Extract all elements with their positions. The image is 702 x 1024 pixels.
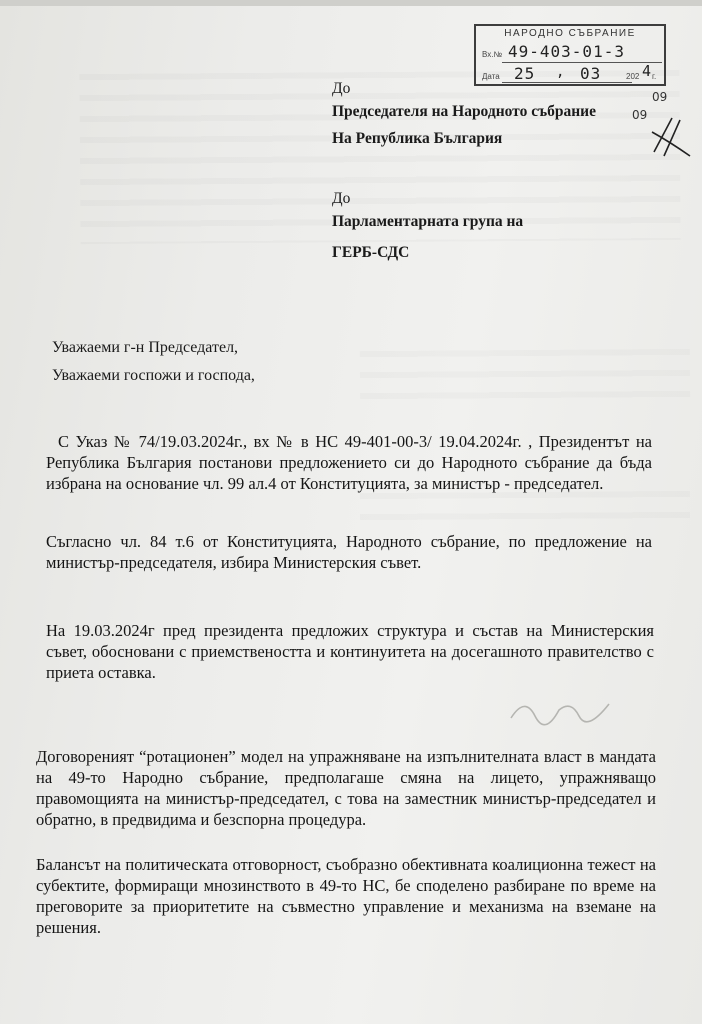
handwritten-note: 09	[652, 90, 668, 104]
body-paragraph-4: Договореният “ротационен” модел на упражняване на изпълнителната власт в мандата на 49-то Народно събрание, предполагаше смяна на лицето, упражняващо правомощията на министър-председател, с това на заместник министър-председател и обратно, в предвидима и безспорна процедура.	[36, 747, 656, 829]
salutation-line-1: Уважаеми г-н Председател,	[52, 339, 239, 356]
body-paragraph-5: Балансът на политическата отговорност, съобразно обективната коалиционна тежест на субектите, формиращи мнозинството в 49-то НС, бе споделено разбиране по време на преговорите за приоритетите на съвместно управление и механизма на вземане на решения.	[36, 855, 656, 937]
addressee-to-1: До	[332, 80, 351, 97]
handwritten-mark-icon	[650, 112, 694, 162]
stamp-title: НАРОДНО СЪБРАНИЕ	[504, 28, 636, 39]
stamp-reg-label: Вх.№	[482, 50, 503, 59]
stamp-day: 25	[514, 64, 536, 83]
faint-signature	[505, 690, 615, 730]
handwritten-note: 09	[632, 108, 648, 122]
stamp-year-suffix: 202	[626, 72, 640, 81]
stamp-date-label: Дата	[482, 72, 500, 81]
addressee-line-1: Председателя на Народното събрание	[332, 103, 596, 120]
page-top-edge	[0, 0, 702, 6]
stamp-year-digit: 4	[642, 62, 653, 80]
body-paragraph-2: Съгласно чл. 84 т.6 от Конституцията, Народното събрание, по предложение на министър-председателя, избира Министерския съвет.	[46, 532, 652, 572]
stamp-line	[502, 62, 662, 63]
stamp-month: 03	[580, 64, 602, 83]
body-paragraph-1: С Указ № 74/19.03.2024г., вх № в НС 49-401-00-3/ 19.04.2024г. , Президентът на Република България постанови предложението си до Народното събрание да бъда избрана на основание чл. 99 ал.4 от Конституцията, за министър - председател.	[46, 432, 652, 493]
bleed-through-shadow	[360, 349, 690, 411]
addressee-line-4: ГЕРБ-СДС	[332, 244, 410, 261]
stamp-year-mark: г.	[652, 72, 657, 81]
addressee-line-3: Парламентарната група на	[332, 213, 524, 230]
addressee-line-2: На Република България	[332, 130, 503, 147]
salutation-line-2: Уважаеми госпожи и господа,	[52, 367, 255, 384]
body-paragraph-3: На 19.03.2024г пред президента предложих структура и състав на Министерския съвет, обосновани с приемствеността и континуитета на досегашното правителство с приета оставка.	[46, 621, 654, 682]
addressee-to-2: До	[332, 190, 351, 207]
stamp-reg-number: 49-403-01-3	[508, 42, 625, 61]
bleed-through-shadow	[360, 491, 690, 533]
registration-stamp	[474, 24, 666, 86]
stamp-separator: ,	[556, 64, 566, 80]
